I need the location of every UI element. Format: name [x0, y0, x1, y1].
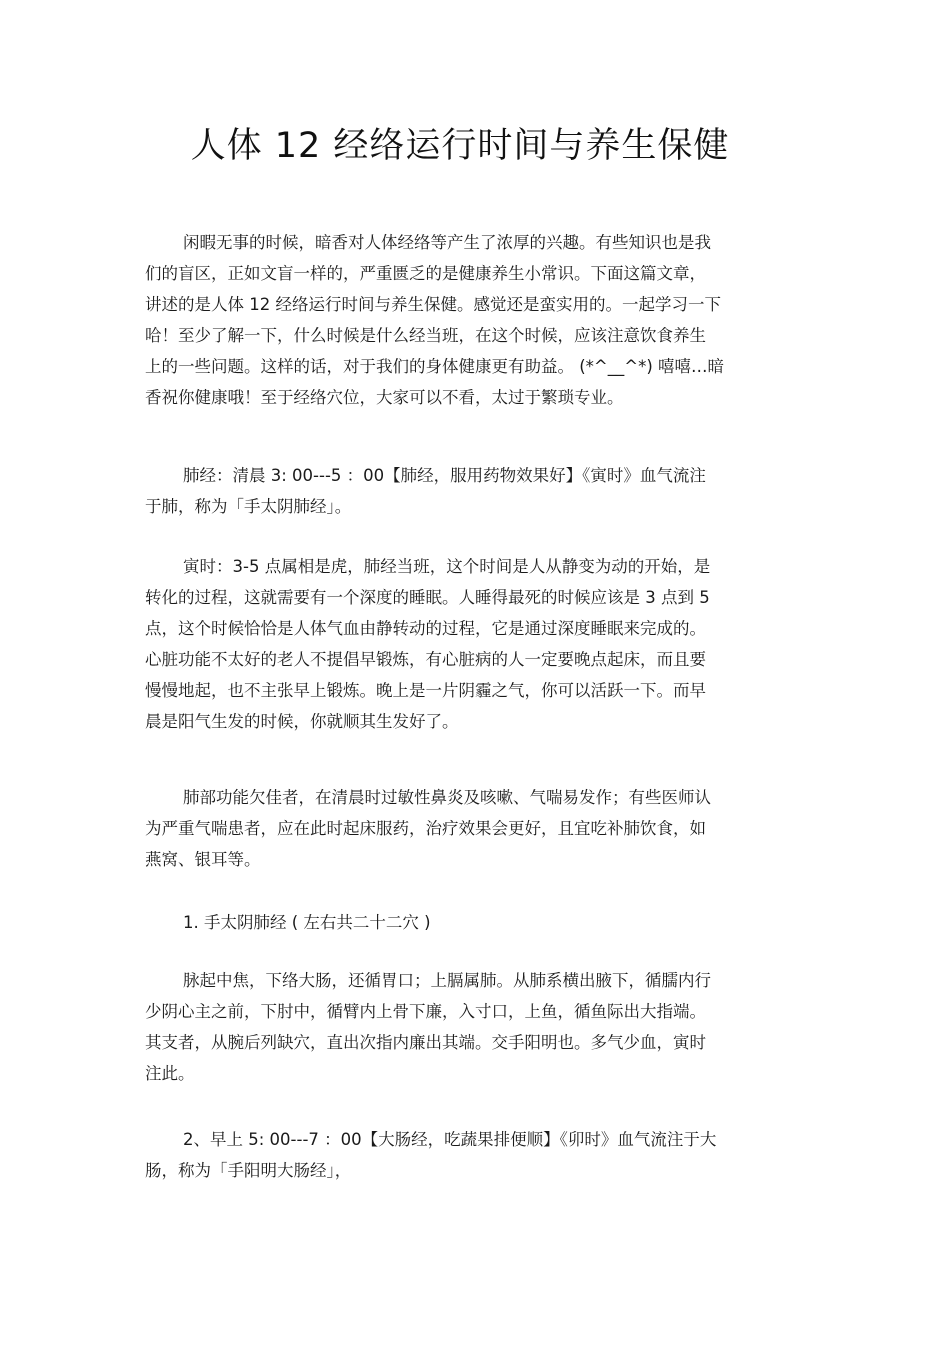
- text-line: 讲述的是人体 12 经络运行时间与养生保健。感觉还是蛮实用的。一起学习一下: [145, 295, 721, 314]
- text-line: 肺部功能欠佳者，在清晨时过敏性鼻炎及咳嗽、气喘易发作；有些医师认: [183, 788, 711, 807]
- text-line: 晨是阳气生发的时候，你就顺其生发好了。: [145, 712, 459, 731]
- text-line: 燕窝、银耳等。: [145, 850, 261, 869]
- text-line: 1. 手太阴肺经 ( 左右共二十二穴 ): [183, 913, 431, 932]
- text-line: 心脏功能不太好的老人不提倡早锻炼，有心脏病的人一定要晚点起床，而且要: [145, 650, 706, 669]
- text-line: 寅时：3-5 点属相是虎，肺经当班，这个时间是人从静变为动的开始，是: [183, 557, 711, 576]
- text-line: 香祝你健康哦！至于经络穴位，大家可以不看，太过于繁琐专业。: [145, 388, 624, 407]
- paragraph-meridian-path: [145, 965, 805, 1089]
- paragraph-lung-weakness: [145, 782, 805, 875]
- heading-lung-meridian-points: [145, 907, 805, 938]
- text-line: 少阴心主之前，下肘中，循臂内上骨下廉，入寸口，上鱼，循鱼际出大指端。: [145, 1002, 706, 1021]
- text-line: 于肺，称为「手太阴肺经」。: [145, 497, 352, 516]
- text-line: 其支者，从腕后列缺穴，直出次指内廉出其端。交手阳明也。多气少血，寅时: [145, 1033, 706, 1052]
- text-line: 闲暇无事的时候，暗香对人体经络等产生了浓厚的兴趣。有些知识也是我: [183, 233, 711, 252]
- paragraph-yin-hour: [145, 551, 805, 737]
- text-line: 2、早上 5: 00---7 ：00【大肠经，吃蔬果排便顺】《卯时》血气流注于大: [183, 1130, 717, 1149]
- text-line: 注此。: [145, 1064, 195, 1083]
- text-line: 脉起中焦，下络大肠，还循胃口；上膈属肺。从肺系横出腋下，循臑内行: [183, 971, 711, 990]
- text-line: 肠，称为「手阳明大肠经」，: [145, 1161, 352, 1180]
- text-line: 为严重气喘患者，应在此时起床服药，治疗效果会更好，且宜吃补肺饮食，如: [145, 819, 706, 838]
- paragraph-intro: [145, 227, 805, 413]
- text-line: 转化的过程，这就需要有一个深度的睡眠。人睡得最死的时候应该是 3 点到 5: [145, 588, 710, 607]
- document-title: 人体 12 经络运行时间与养生保健: [190, 126, 730, 166]
- text-line: 哈！至少了解一下，什么时候是什么经当班，在这个时候，应该注意饮食养生: [145, 326, 706, 345]
- text-line: 上的一些问题。这样的话，对于我们的身体健康更有助益。 (*^__^*) 嘻嘻…暗: [145, 357, 725, 376]
- paragraph-large-intestine: [145, 1124, 805, 1186]
- text-line: 肺经：清晨 3: 00---5 ：00【肺经，服用药物效果好】《寅时》血气流注: [183, 466, 706, 485]
- text-line: 点，这个时候恰恰是人体气血由静转动的过程，它是通过深度睡眠来完成的。: [145, 619, 706, 638]
- text-line: 慢慢地起，也不主张早上锻炼。晚上是一片阴霾之气，你可以活跃一下。而早: [145, 681, 706, 700]
- text-line: 们的盲区，正如文盲一样的，严重匮乏的是健康养生小常识。下面这篇文章，: [145, 264, 706, 283]
- paragraph-lung-meridian: [145, 460, 805, 522]
